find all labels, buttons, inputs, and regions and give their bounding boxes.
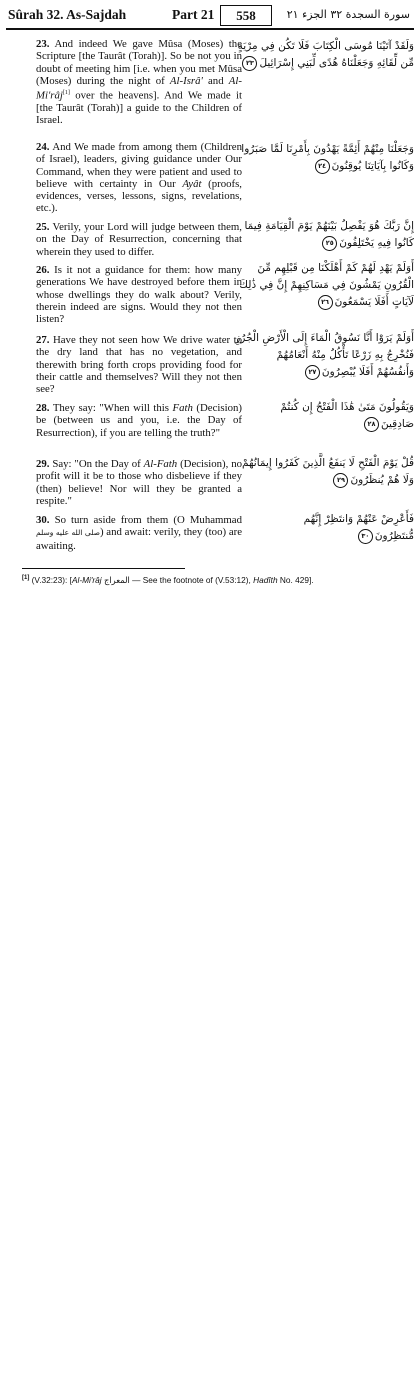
verse-24-translation: 24. And We made from among them (Children of Israel), leaders, giving guidance under Our Command, when they were patient and used to believe with certainty in Our Ayât (proofs, evidences, verses, lessons, signs, revelations, etc.). [36, 141, 242, 215]
footnote-ref[interactable]: [1] [62, 90, 70, 97]
verse-number: 29. [36, 458, 50, 470]
verse-end-mark: ٢٩ [333, 473, 348, 488]
verse-number: 25. [36, 221, 50, 233]
verse-end-mark: ٢٣ [242, 56, 257, 71]
footnote-divider [22, 568, 185, 569]
verse-end-mark: ٢٤ [315, 159, 330, 174]
verse-24-arabic: وَجَعَلْنَا مِنْهُمْ أَئِمَّةً يَهْدُونَ بِأَمْرِنَا لَمَّا صَبَرُوا وَكَانُوا بِآيَاتِنَا يُوقِنُونَ٢٤ [241, 143, 414, 172]
verse-number: 30. [36, 514, 50, 526]
verse-end-mark: ٢٨ [364, 417, 379, 432]
page-header [6, 4, 414, 30]
verse-26-arabic: أَوَلَمْ يَهْدِ لَهُمْ كَمْ أَهْلَكْنَا مِن قَبْلِهِم مِّنَ الْقُرُونِ يَمْشُونَ فِي مَسَاكِنِهِمْ إِنَّ فِي ذَٰلِكَ لَآيَاتٍ أَفَلَا يَسْمَعُونَ٢٦ [239, 262, 414, 308]
verse-number: 26. [36, 264, 50, 276]
verse-25-translation: 25. Verily, your Lord will judge between them, on the Day of Resurrection, concerning that wherein they used to differ. [36, 221, 242, 258]
verse-23-translation: 23. And indeed We gave Mûsa (Moses) the Scripture [the Taurât (Torah)]. So be not you in doubt of meeting him [i.e. when you met Mûsa (Moses) during the night of Al-Isrâ' and Al-Mi'râj[1] over the heavens]. And We made it [the Taurât (Torah)] a guide to the Children of Israel. [36, 38, 242, 127]
verse-27-translation: 27. Have they not seen how We drive water to the dry land that has no vegetation, and therewith bring forth crops providing food for their cattle and themselves? Will they not then see? [36, 334, 242, 396]
verse-number: 27. [36, 334, 50, 346]
verse-end-mark: ٢٥ [322, 236, 337, 251]
footnote-marker: [1] [22, 575, 30, 582]
surah-title: Sûrah 32. As-Sajdah [8, 7, 127, 22]
verse-end-mark: ٣٠ [358, 529, 373, 544]
verse-29-arabic: قُلْ يَوْمَ الْفَتْحِ لَا يَنفَعُ الَّذِينَ كَفَرُوا إِيمَانُهُمْ وَلَا هُمْ يُنظَرُونَ٢٩ [241, 457, 414, 486]
verse-26-translation: 26. Is it not a guidance for them: how many generations We have destroyed before them in whose dwellings they do walk about? Verily, therein indeed are signs. Would they not then listen? [36, 264, 242, 326]
verse-25-arabic: إِنَّ رَبَّكَ هُوَ يَفْصِلُ بَيْنَهُمْ يَوْمَ الْقِيَامَةِ فِيمَا كَانُوا فِيهِ يَخْتَلِفُونَ٢٥ [244, 220, 414, 249]
verse-number: 23. [36, 38, 50, 50]
verse-29-translation: 29. Say: "On the Day of Al-Fath (Decision), no profit will it be to those who disbelieve if they (then) believe! Nor will they be granted a respite." [36, 458, 243, 507]
verse-27-arabic: أَوَلَمْ يَرَوْا أَنَّا نَسُوقُ الْمَاءَ إِلَى الْأَرْضِ الْجُرُزِ فَنُخْرِجُ بِهِ زَرْعًا تَأْكُلُ مِنْهُ أَنْعَامُهُمْ وَأَنفُسُهُمْ أَفَلَا يُبْصِرُونَ٢٧ [235, 332, 414, 378]
verse-28-translation: 28. They say: "When will this Fath (Decision) be (between us and you, i.e. the Day of Resurrection), if you are telling the truth?" [36, 402, 242, 439]
verse-number: 24. [36, 141, 50, 153]
arabic-header: سورة السجدة ٣٢ الجزء ٢١ [286, 8, 410, 21]
verse-23-arabic: وَلَقَدْ آتَيْنَا مُوسَى الْكِتَابَ فَلَا تَكُن فِي مِرْيَةٍ مِّن لِّقَائِهِ وَجَعَلْنَاهُ هُدًى لِّبَنِي إِسْرَائِيلَ٢٣ [237, 40, 414, 69]
footnote: [1] (V.32:23): [Al-Mi'râj المعراج — See the footnote of (V.53:12), Hadîth No. 429]. [22, 575, 314, 585]
verse-end-mark: ٢٧ [305, 365, 320, 380]
verse-number: 28. [36, 402, 50, 414]
salutation-arabic: صلى الله عليه وسلم [36, 528, 100, 538]
verse-30-translation: 30. So turn aside from them (O Muhammad صلى الله عليه وسلم) and await: verily, they (too) are awaiting. [36, 514, 243, 552]
part-label: Part 21 [172, 7, 215, 22]
verse-28-arabic: وَيَقُولُونَ مَتَىٰ هَٰذَا الْفَتْحُ إِن كُنتُمْ صَادِقِينَ٢٨ [280, 401, 414, 430]
page-number: 558 [220, 5, 272, 26]
verse-end-mark: ٢٦ [318, 295, 333, 310]
verse-30-arabic: فَأَعْرِضْ عَنْهُمْ وَانتَظِرْ إِنَّهُم مُّنتَظِرُونَ٣٠ [303, 513, 414, 542]
